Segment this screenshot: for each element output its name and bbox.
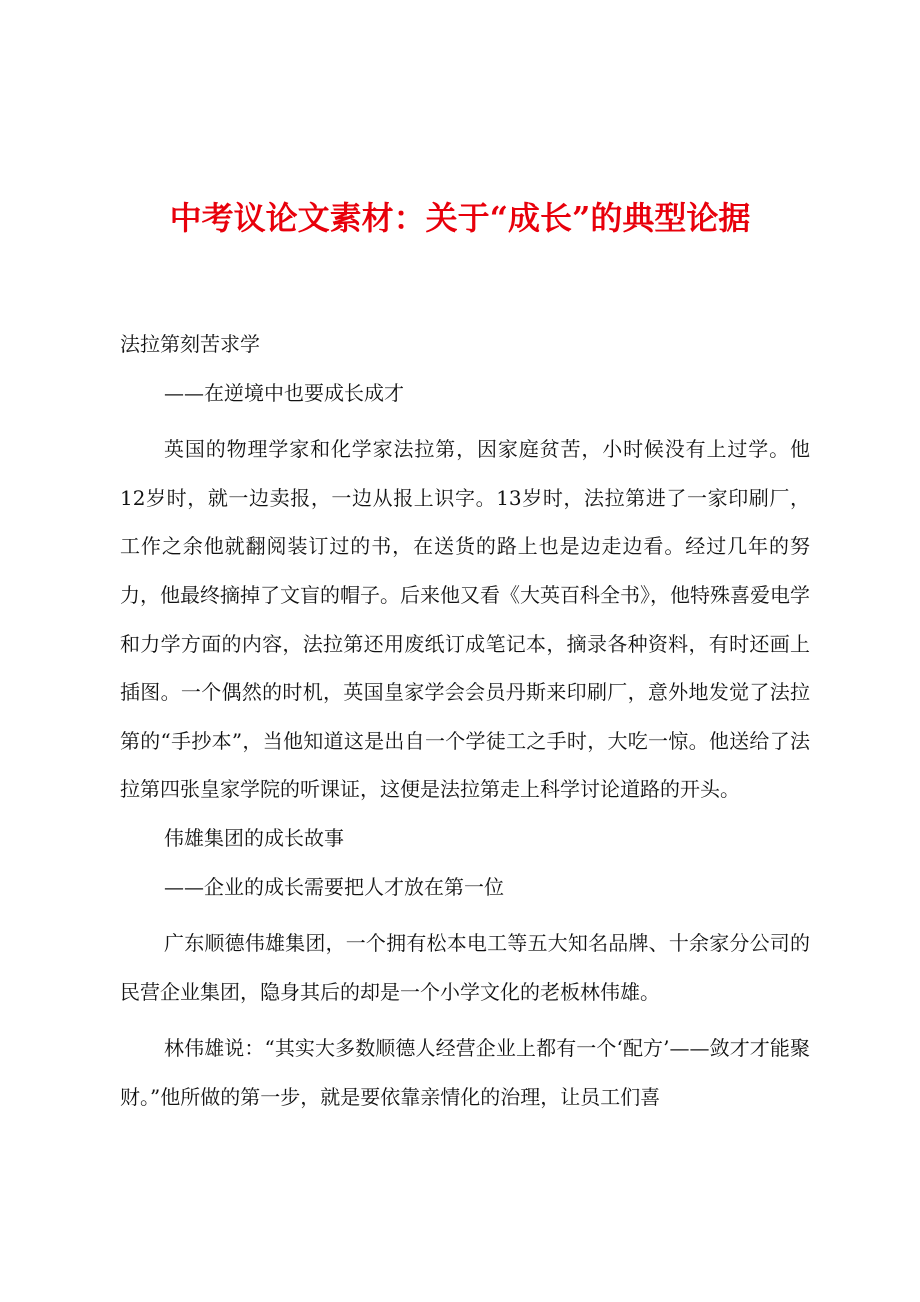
section-subheading: ——企业的成长需要把人才放在第一位 (164, 874, 504, 899)
section-heading: 伟雄集团的成长故事 (164, 825, 344, 850)
section-heading: 法拉第刻苦求学 (120, 332, 260, 356)
paragraph: 林伟雄说：“其实大多数顺德人经营企业上都有一个‘配方’——敛才才能聚财。”他所做的第一步，就是要依靠亲情化的治理，让员工们喜 (120, 1036, 810, 1109)
page-title: 中考议论文素材：关于“成长”的典型论据 (169, 199, 751, 237)
paragraph: 英国的物理学家和化学家法拉第，因家庭贫苦，小时候没有上过学。他 12岁时，就一边卖报，一边从报上识字。13岁时，法拉第进了一家印刷厂，工作之余他就翻阅装订过的书，在送货的路上也是边走边看。经过几年的努力，他最终摘掉了文盲的帽子。后来他又看《大英百科全书》，他特殊喜爱电学和力学方面的内容，法拉第还用废纸订成笔记本，摘录各种资料，有时还画上插图。一个偶然的时机，英国皇家学会会员丹斯来印刷厂，意外地发觉了法拉第的“手抄本”，当他知道这是出自一个学徒工之手时，大吃一惊。他送给了法拉第四张皇家学院的听课证，这便是法拉第走上科学讨论道路的开头。 (120, 437, 810, 802)
section-subheading: ——在逆境中也要成长成才 (164, 380, 404, 405)
paragraph: 广东顺德伟雄集团，一个拥有松本电工等五大知名品牌、十余家分公司的民营企业集团，隐身其后的却是一个小学文化的老板林伟雄。 (120, 931, 810, 1004)
article-body (120, 320, 810, 1122)
